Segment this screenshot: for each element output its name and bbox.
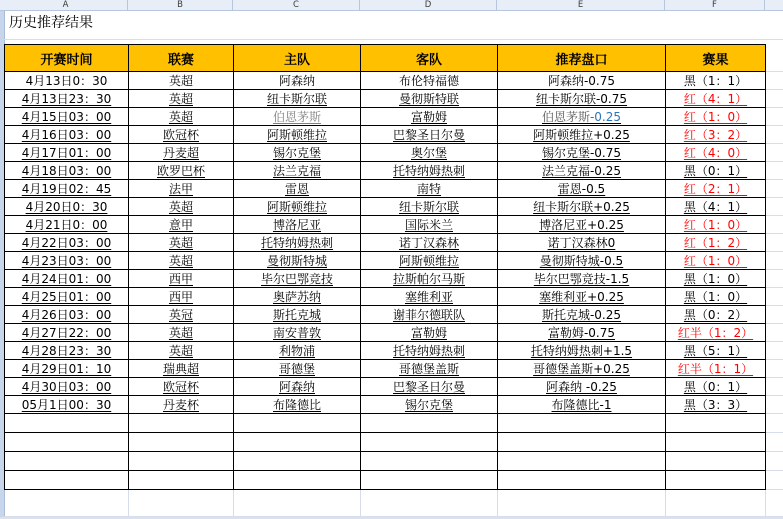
empty-cell[interactable] (5, 433, 129, 452)
gridline (766, 341, 783, 342)
cell-away[interactable]: 拉斯帕尔马斯 (361, 270, 498, 288)
cell-time[interactable]: 4月28日23：30 (5, 342, 129, 360)
table-row (5, 342, 766, 360)
table-row (5, 360, 766, 378)
cell-away[interactable]: 塞维利亚 (361, 288, 498, 306)
empty-cell[interactable] (234, 414, 361, 433)
gridline (766, 143, 783, 144)
cell-handicap[interactable]: 博洛尼亚+0.25 (498, 216, 666, 234)
table-row (5, 180, 766, 198)
cell-result[interactable]: 黑（0：1） (666, 378, 766, 396)
cell-result[interactable]: 黑（1：0） (666, 288, 766, 306)
cell-league[interactable]: 英超 (129, 72, 234, 90)
cell-league[interactable]: 瑞典超 (129, 360, 234, 378)
empty-cell[interactable] (5, 414, 129, 433)
cell-handicap[interactable]: 雷恩-0.5 (498, 180, 666, 198)
empty-cell[interactable] (5, 471, 129, 490)
cell-time[interactable]: 4月13日0：30 (5, 72, 129, 90)
cell-handicap[interactable]: 阿森纳-0.75 (498, 72, 666, 90)
results-table (4, 44, 766, 490)
gridline (4, 39, 783, 40)
cell-handicap[interactable]: 富勒姆-0.75 (498, 324, 666, 342)
table-row (5, 144, 766, 162)
gridline (766, 89, 783, 90)
gridline (766, 179, 783, 180)
cell-handicap[interactable]: 纽卡斯尔联-0.75 (498, 90, 666, 108)
gridline (766, 269, 783, 270)
cell-away[interactable]: 南特 (361, 180, 498, 198)
cell-away[interactable]: 布伦特福德 (361, 72, 498, 90)
cell-time[interactable]: 4月22日03：00 (5, 234, 129, 252)
cell-home[interactable]: 曼彻斯特城 (234, 252, 361, 270)
gridline (766, 71, 783, 72)
table-row (5, 252, 766, 270)
empty-row (5, 471, 766, 490)
column-header-strip (0, 0, 783, 11)
cell-away[interactable]: 国际米兰 (361, 216, 498, 234)
cell-time[interactable]: 4月19日02：45 (5, 180, 129, 198)
cell-home[interactable]: 锡尔克堡 (234, 144, 361, 162)
cell-result[interactable]: 黑（4：1） (666, 198, 766, 216)
cell-handicap[interactable]: 锡尔克堡-0.75 (498, 144, 666, 162)
empty-cell[interactable] (498, 452, 666, 471)
cell-league[interactable]: 欧冠杯 (129, 126, 234, 144)
cell-away[interactable]: 阿斯顿维拉 (361, 252, 498, 270)
cell-home[interactable]: 奥萨苏纳 (234, 288, 361, 306)
cell-handicap[interactable]: 阿斯顿维拉+0.25 (498, 126, 666, 144)
cell-time[interactable]: 4月24日01：00 (5, 270, 129, 288)
cell-home[interactable]: 雷恩 (234, 180, 361, 198)
cell-time[interactable]: 4月13日23：30 (5, 90, 129, 108)
cell-away[interactable]: 巴黎圣日尔曼 (361, 126, 498, 144)
gridline (766, 470, 783, 471)
column-header-result[interactable]: 赛果 (666, 45, 766, 72)
cell-away[interactable]: 奥尔堡 (361, 144, 498, 162)
gridline (766, 197, 783, 198)
empty-row (5, 433, 766, 452)
empty-cell[interactable] (666, 433, 766, 452)
cell-home[interactable]: 毕尔巴鄂竞技 (234, 270, 361, 288)
gridline (766, 251, 783, 252)
gridline (128, 490, 129, 516)
column-header-handicap[interactable]: 推荐盘口 (498, 45, 666, 72)
header-row (5, 45, 766, 72)
column-header-time[interactable]: 开赛时间 (5, 45, 129, 72)
empty-cell[interactable] (361, 452, 498, 471)
cell-away[interactable]: 富勒姆 (361, 324, 498, 342)
cell-home[interactable]: 伯恩茅斯 (234, 108, 361, 126)
empty-cell[interactable] (129, 433, 234, 452)
gridline (497, 490, 498, 516)
cell-home[interactable]: 法兰克福 (234, 162, 361, 180)
cell-time[interactable]: 4月29日01：10 (5, 360, 129, 378)
cell-time[interactable]: 4月26日03：00 (5, 306, 129, 324)
gridline (766, 395, 783, 396)
table-row (5, 126, 766, 144)
column-header-home[interactable]: 主队 (234, 45, 361, 72)
cell-away[interactable]: 曼彻斯特联 (361, 90, 498, 108)
empty-cell[interactable] (5, 452, 129, 471)
column-letter-D[interactable]: D (360, 0, 497, 10)
cell-handicap[interactable]: 纽卡斯尔联+0.25 (498, 198, 666, 216)
empty-cell[interactable] (361, 471, 498, 490)
gridline (766, 287, 783, 288)
empty-cell[interactable] (234, 433, 361, 452)
empty-row (5, 414, 766, 433)
column-letter-E[interactable]: E (497, 0, 665, 10)
cell-result[interactable]: 黑（1：0） (666, 270, 766, 288)
cell-handicap[interactable]: 阿森纳 -0.25 (498, 378, 666, 396)
table-row (5, 216, 766, 234)
gridline (766, 432, 783, 433)
cell-handicap[interactable]: 布隆德比-1 (498, 396, 666, 414)
cell-home[interactable]: 利物浦 (234, 342, 361, 360)
cell-home[interactable]: 阿森纳 (234, 378, 361, 396)
gridline (360, 490, 361, 516)
table-row (5, 108, 766, 126)
cell-away[interactable]: 托特纳姆热刺 (361, 162, 498, 180)
empty-cell[interactable] (129, 414, 234, 433)
gridline (233, 490, 234, 516)
handicap-part: 伯恩茅斯 (541, 110, 590, 124)
cell-time[interactable]: 4月23日03：00 (5, 252, 129, 270)
cell-home[interactable]: 南安普敦 (234, 324, 361, 342)
empty-row (5, 452, 766, 471)
cell-result[interactable]: 黑（0：1） (666, 162, 766, 180)
empty-cell[interactable] (234, 471, 361, 490)
cell-home[interactable]: 纽卡斯尔联 (234, 90, 361, 108)
cell-league[interactable]: 英冠 (129, 306, 234, 324)
empty-cell[interactable] (498, 414, 666, 433)
column-header-league[interactable]: 联赛 (129, 45, 234, 72)
cell-time[interactable]: 05月1日00：30 (5, 396, 129, 414)
cell-home[interactable]: 阿斯顿维拉 (234, 198, 361, 216)
cell-league[interactable]: 西甲 (129, 288, 234, 306)
cell-result[interactable]: 红（1：0） (666, 216, 766, 234)
gridline (766, 125, 783, 126)
column-letter-B[interactable]: B (128, 0, 233, 10)
table-row (5, 90, 766, 108)
handicap-part: -0.25 (589, 110, 622, 124)
empty-cell[interactable] (129, 452, 234, 471)
gridline (766, 413, 783, 414)
cell-handicap[interactable]: 法兰克福-0.25 (498, 162, 666, 180)
gridline (766, 107, 783, 108)
gridline (766, 359, 783, 360)
cell-result[interactable]: 红半（1：1） (666, 360, 766, 378)
cell-result[interactable]: 红（1：2） (666, 234, 766, 252)
cell-league[interactable]: 英超 (129, 342, 234, 360)
cell-handicap[interactable] (498, 108, 666, 126)
table-row (5, 162, 766, 180)
column-letter-A[interactable]: A (4, 0, 128, 10)
empty-cell[interactable] (498, 471, 666, 490)
cell-league[interactable]: 欧罗巴杯 (129, 162, 234, 180)
cell-result[interactable]: 红（4：1） (666, 90, 766, 108)
gridline (766, 377, 783, 378)
cell-time[interactable]: 4月16日03：00 (5, 126, 129, 144)
cell-result[interactable]: 红（1：0） (666, 252, 766, 270)
cell-home[interactable]: 托特纳姆热刺 (234, 234, 361, 252)
empty-cell[interactable] (498, 433, 666, 452)
cell-result[interactable]: 黑（1：1） (666, 72, 766, 90)
gridline (766, 305, 783, 306)
cell-home[interactable]: 阿斯顿维拉 (234, 126, 361, 144)
cell-away[interactable]: 托特纳姆热刺 (361, 342, 498, 360)
cell-time[interactable]: 4月15日03：00 (5, 108, 129, 126)
cell-result[interactable]: 黑（0：2） (666, 306, 766, 324)
cell-away[interactable]: 纽卡斯尔联 (361, 198, 498, 216)
cell-time[interactable]: 4月25日01：00 (5, 288, 129, 306)
cell-away[interactable]: 锡尔克堡 (361, 396, 498, 414)
gridline (766, 323, 783, 324)
table-row (5, 306, 766, 324)
cell-result[interactable]: 红（2：1） (666, 180, 766, 198)
cell-time[interactable]: 4月27日22：00 (5, 324, 129, 342)
empty-cell[interactable] (234, 452, 361, 471)
cell-result[interactable]: 红（4：0） (666, 144, 766, 162)
cell-handicap[interactable]: 托特纳姆热刺+1.5 (498, 342, 666, 360)
cell-handicap[interactable]: 毕尔巴鄂竞技-1.5 (498, 270, 666, 288)
cell-league[interactable]: 丹麦超 (129, 144, 234, 162)
column-letter-C[interactable]: C (233, 0, 360, 10)
cell-league[interactable]: 法甲 (129, 180, 234, 198)
table-row (5, 234, 766, 252)
cell-time[interactable]: 4月20日0：30 (5, 198, 129, 216)
cell-time[interactable]: 4月17日01：00 (5, 144, 129, 162)
cell-handicap[interactable]: 诺丁汉森林0 (498, 234, 666, 252)
cell-away[interactable]: 巴黎圣日尔曼 (361, 378, 498, 396)
gridline (766, 215, 783, 216)
cell-result[interactable]: 红半（1：2） (666, 324, 766, 342)
table-row (5, 288, 766, 306)
cell-away[interactable]: 富勒姆 (361, 108, 498, 126)
cell-league[interactable]: 英超 (129, 324, 234, 342)
gridline (766, 233, 783, 234)
gridline (766, 451, 783, 452)
table-row (5, 198, 766, 216)
cell-league[interactable]: 英超 (129, 108, 234, 126)
cell-league[interactable]: 意甲 (129, 216, 234, 234)
cell-league[interactable]: 英超 (129, 90, 234, 108)
cell-home[interactable]: 斯托克城 (234, 306, 361, 324)
table-row (5, 324, 766, 342)
empty-cell[interactable] (361, 414, 498, 433)
cell-league[interactable]: 英超 (129, 234, 234, 252)
cell-league[interactable]: 英超 (129, 252, 234, 270)
cell-home[interactable]: 阿森纳 (234, 72, 361, 90)
cell-result[interactable]: 红（1：0） (666, 108, 766, 126)
gridline (765, 490, 766, 516)
cell-handicap[interactable]: 曼彻斯特城-0.5 (498, 252, 666, 270)
gridline (665, 490, 666, 516)
cell-league[interactable]: 丹麦杯 (129, 396, 234, 414)
column-header-away[interactable]: 客队 (361, 45, 498, 72)
cell-time[interactable]: 4月18日03：00 (5, 162, 129, 180)
cell-home[interactable]: 博洛尼亚 (234, 216, 361, 234)
empty-cell[interactable] (666, 452, 766, 471)
empty-cell[interactable] (361, 433, 498, 452)
cell-away[interactable]: 谢菲尔德联队 (361, 306, 498, 324)
gridline (766, 161, 783, 162)
table-row (5, 396, 766, 414)
cell-away[interactable]: 哥德堡盖斯 (361, 360, 498, 378)
table-row (5, 378, 766, 396)
cell-league[interactable]: 西甲 (129, 270, 234, 288)
cell-time[interactable]: 4月30日03：00 (5, 378, 129, 396)
cell-result[interactable]: 黑（3：3） (666, 396, 766, 414)
gridline (766, 489, 783, 490)
cell-league[interactable]: 欧冠杯 (129, 378, 234, 396)
empty-cell[interactable] (129, 471, 234, 490)
cell-time[interactable]: 4月21日0：00 (5, 216, 129, 234)
cell-result[interactable]: 红（3：2） (666, 126, 766, 144)
column-letter-F[interactable]: F (665, 0, 765, 10)
table-row (5, 72, 766, 90)
cell-handicap[interactable]: 斯托克城-0.25 (498, 306, 666, 324)
empty-cell[interactable] (666, 471, 766, 490)
cell-home[interactable]: 哥德堡 (234, 360, 361, 378)
sheet-title[interactable]: 历史推荐结果 (9, 15, 93, 31)
cell-home[interactable]: 布隆德比 (234, 396, 361, 414)
cell-result[interactable]: 黑（5：1） (666, 342, 766, 360)
table-row (5, 270, 766, 288)
cell-handicap[interactable]: 塞维利亚+0.25 (498, 288, 666, 306)
cell-league[interactable]: 英超 (129, 198, 234, 216)
empty-cell[interactable] (666, 414, 766, 433)
cell-handicap[interactable]: 哥德堡盖斯+0.25 (498, 360, 666, 378)
cell-away[interactable]: 诺丁汉森林 (361, 234, 498, 252)
